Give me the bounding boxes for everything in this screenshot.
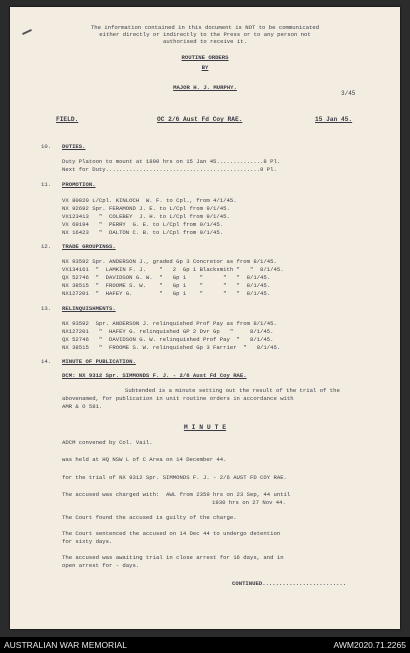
promotion-row: NX 92692 Spr. FERAMOND J. E. to L/Cpl from 9/1/45. — [62, 205, 230, 212]
minute-paragraph-line: abovenamed, for publication in unit routine orders in accordance with — [62, 395, 294, 402]
doc-by: BY — [201, 64, 209, 71]
section-12-title: TRADE GROUPINGS. — [62, 243, 116, 250]
charge-line-2: 1930 hrs on 27 Nov 44. — [212, 499, 286, 506]
section-14-number: 14. — [41, 358, 52, 365]
archive-name: AUSTRALIAN WAR MEMORIAL — [4, 640, 127, 650]
doc-date: 15 Jan 45. — [315, 116, 353, 123]
promotion-row: VX 69194 " PERRY G. E. to L/Cpl from 9/1/45. — [62, 221, 224, 228]
notice-line-1: The information contained in this document is NOT to be communicated — [90, 24, 320, 31]
minute-paragraph-line: AMR & O 581. — [62, 403, 103, 410]
duty-line-1: Duty Platoon to mount at 1800 hrs on 15 Jan 45..............8 Pl. — [62, 158, 281, 165]
sentence-line-2: for sixty days. — [62, 538, 113, 545]
unit-name: OC 2/6 Aust Fd Coy RAE. — [157, 116, 243, 123]
relinquish-row: NX 93592 Spr. ANDERSON J. relinquished Prof Pay as from 8/1/45. — [62, 320, 277, 327]
relinquish-row: NX 38515 " FROOME S. W. relinquished Gp 3 Farrier " 8/1/45. — [62, 344, 281, 351]
section-11-number: 11. — [41, 181, 52, 188]
section-13-number: 13. — [41, 305, 52, 312]
section-14-title: MINUTE OF PUBLICATION. — [62, 358, 136, 365]
section-13-title: RELINQUISHMENTS. — [62, 305, 116, 312]
held-line: was held at HQ NSW L of C Area on 14 December 44. — [62, 456, 227, 463]
relinquish-row: QX 52746 " DAVIDSON G. W. relinquished Prof Pay " 8/1/45. — [62, 336, 274, 343]
sentence-line: The Court sentenced the accused on 14 Dec 44 to undergo detention — [62, 530, 281, 537]
notice-line-3: authorised to receive it. — [163, 38, 247, 45]
convened-line: ADCM convened by Col. Vail. — [62, 439, 153, 446]
trade-row: NX 93592 Spr. ANDERSON J., graded Gp 3 Concretor as from 8/1/45. — [62, 258, 277, 265]
section-11-title: PROMOTION. — [62, 181, 96, 188]
arrest-line-2: open arrest for - days. — [62, 562, 140, 569]
promotion-row: NX 16423 " DALTON C. B. to L/Cpl from 9/1/45. — [62, 229, 224, 236]
trial-line: for the trial of NX 9312 Spr. SIMMONDS F. J. - 2/6 AUST FD COY RAE. — [62, 474, 287, 481]
relinquish-row: NX127201 " HAFEY G. relinquished GP 2 Dvr Gp " 8/1/45. — [62, 328, 274, 335]
duty-line-2: Next for Duty..............................................9 Pl. — [62, 166, 277, 173]
promotion-row: VX123413 " COLEBEY J. H. to L/Cpl from 9/1/45. — [62, 213, 230, 220]
doc-author: MAJOR H. J. MURPHY. — [173, 84, 237, 91]
continued-marker: CONTINUED......................... — [232, 580, 347, 587]
arrest-line: The accused was awaiting trial in close arrest for 16 days, and in — [62, 554, 284, 561]
promotion-row: VX 80020 L/Cpl. KINLOCH W. F. to Cpl., from 4/1/45. — [62, 197, 237, 204]
archive-reference: AWM2020.71.2265 — [333, 640, 406, 650]
page-number: 3/45 — [341, 90, 356, 97]
trade-row: QX 52746 " DAVIDSON G. W. " Gp 1 " " " 8/1/45. — [62, 274, 271, 281]
trade-row: NX127201 " HAFEY G. " Gp 1 " " " 8/1/45. — [62, 290, 271, 297]
section-10-title: DUTIES. — [62, 143, 86, 150]
dcm-reference: DCM: NX 9312 Spr. SIMMONDS F. J. - 2/6 Aust Fd Coy RAE. — [62, 372, 247, 379]
doc-title: ROUTINE ORDERS — [181, 54, 229, 61]
minute-heading: M I N U T E — [183, 424, 227, 431]
minute-paragraph-line: Subtended is a minute setting out the result of the trial of the — [125, 387, 340, 394]
archive-footer — [0, 637, 410, 653]
trade-row: NX 38515 " FROOME S. W. " Gp 1 " " " 8/1/45. — [62, 282, 271, 289]
notice-line-2: either directly or indirectly to the Press or to any person not — [99, 31, 311, 38]
finding-line: The Court found the accused is guilty of the charge. — [62, 514, 237, 521]
charge-line: The accused was charged with: AWL from 2359 hrs on 23 Sep, 44 until — [62, 491, 291, 498]
field-label: FIELD. — [56, 116, 79, 123]
document-page — [10, 7, 400, 629]
section-10-number: 10. — [41, 143, 52, 150]
trade-row: VX134161 " LAMKIN F. J. " 2 Gp 1 Blacksmith " " 8/1/45. — [62, 266, 284, 273]
section-12-number: 12. — [41, 243, 52, 250]
